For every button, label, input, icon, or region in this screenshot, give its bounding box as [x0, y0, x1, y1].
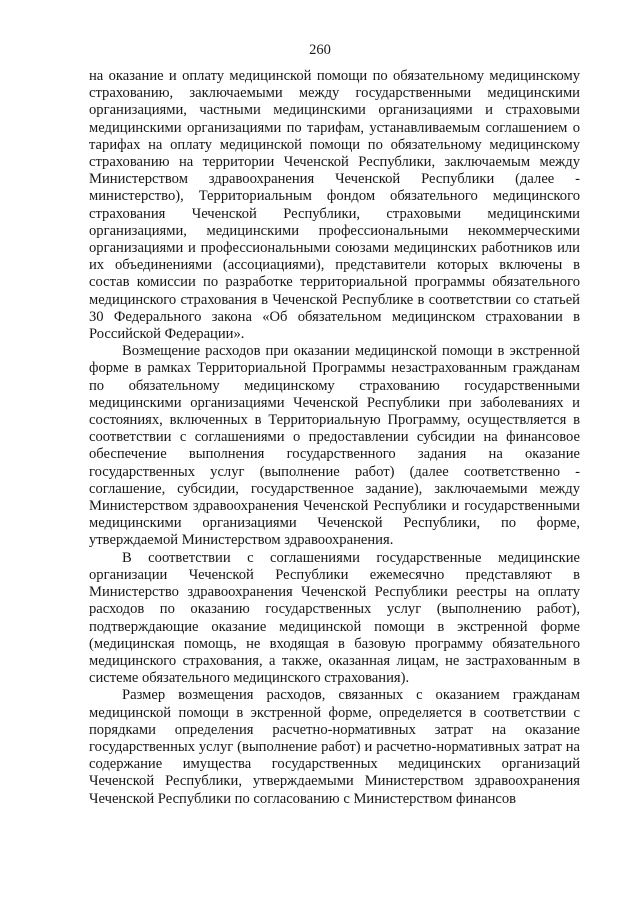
paragraph-emergency-care-reimbursement: Возмещение расходов при оказании медицинской помощи в экстренной форме в рамках Территориальной Программы незастрахованным гражданам по обязательному медицинскому страхованию государственными медицинскими организациями Чеченской Республики при заболеваниях и состояниях, включенных в Территориальную Программу, осуществляется в соответствии с соглашениями о предоставлении субсидии на финансовое обеспечение выполнения государственного задания на оказание государственных услуг (выполнение работ) (далее соответственно - соглашение, субсидии, государственное задание), заключаемыми между Министерством здравоохранения Чеченской Республики и государственными медицинскими организациями Чеченской Республики, по форме, утверждаемой Министерством здравоохранения. [89, 343, 580, 549]
page-number: 260 [309, 42, 331, 58]
paragraph-reimbursement-amount: Размер возмещения расходов, связанных с оказанием гражданам медицинской помощи в экстренной форме, определяется в соответствии с порядками определения расчетно-нормативных затрат на оказание государственных услуг (выполнение работ) и расчетно-нормативных затрат на содержание имущества государственных медицинских организаций Чеченской Республики, утверждаемыми Министерством здравоохранения Чеченской Республики по согласованию с Министерством финансов [89, 687, 580, 807]
document-body [89, 68, 580, 808]
paragraph-continuation: на оказание и оплату медицинской помощи по обязательному медицинскому страхованию, заключаемыми между государственными медицинскими организациями, частными медицинскими организациями и страховыми медицинскими организациями по тарифам, устанавливаемым соглашением о тарифах на оплату медицинской помощи по обязательному медицинскому страхованию на территории Чеченской Республики, заключаемым между Министерством здравоохранения Чеченской Республики (далее - министерство), Территориальным фондом обязательного медицинского страхования Чеченской Республики, страховыми медицинскими организациями, медицинскими профессиональными некоммерческими организациями и профессиональными союзами медицинских работников или их объединениями (ассоциациями), представители которых включены в состав комиссии по разработке территориальной программы обязательного медицинского страхования в Чеченской Республике в соответствии со статьей 30 Федерального закона «Об обязательном медицинском страховании в Российской Федерации». [89, 68, 580, 343]
paragraph-monthly-registers: В соответствии с соглашениями государственные медицинские организации Чеченской Республики ежемесячно представляют в Министерство здравоохранения Чеченской Республики реестры на оплату расходов по оказанию государственных услуг (выполнению работ), подтверждающие оказание медицинской помощи в экстренной форме (медицинская помощь, не входящая в базовую программу обязательного медицинского страхования, а также, оказанная лицам, не застрахованным в системе обязательного медицинского страхования). [89, 549, 580, 687]
